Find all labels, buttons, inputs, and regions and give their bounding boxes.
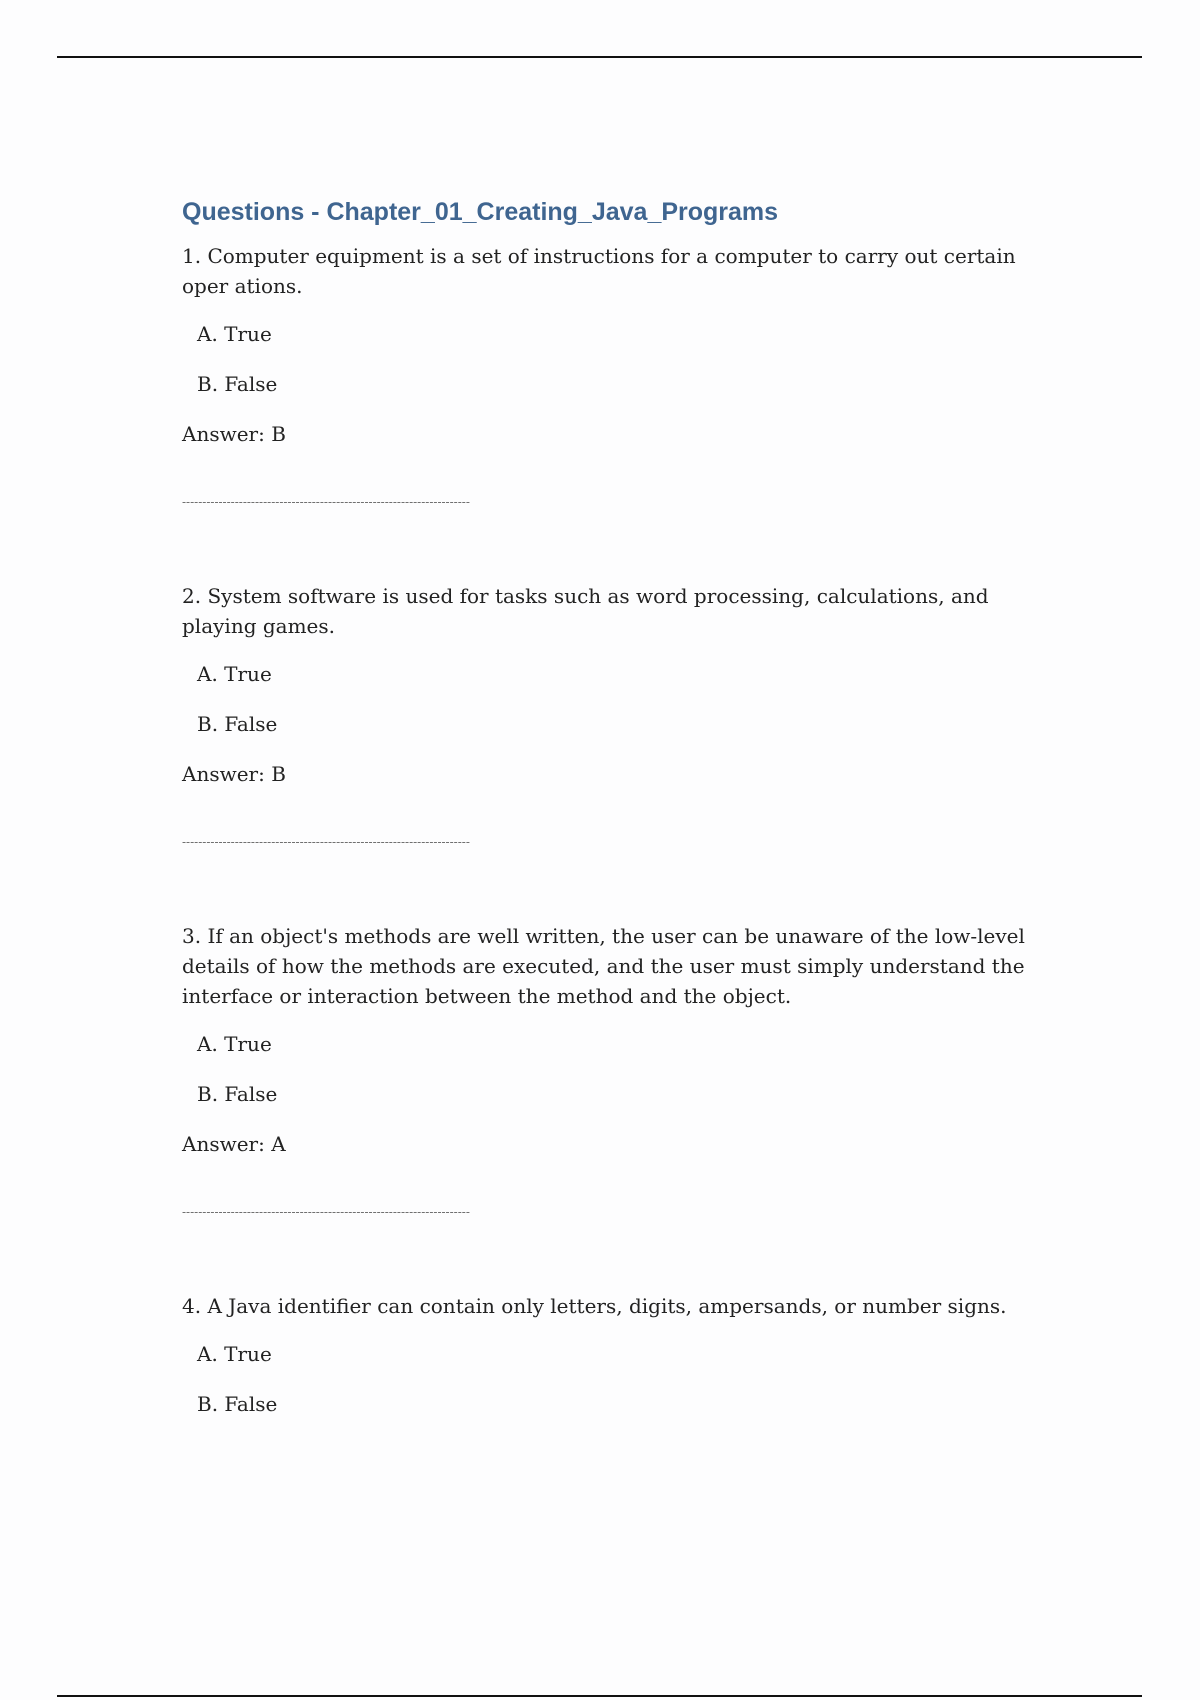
- option-a: A. True: [197, 1342, 272, 1366]
- top-rule: [57, 56, 1142, 58]
- option-b: B. False: [197, 1392, 278, 1416]
- option-b: B. False: [197, 372, 278, 396]
- separator: -----------------------------------------------------------------------: [182, 1205, 470, 1219]
- option-a: A. True: [197, 1032, 272, 1056]
- question-1: [182, 241, 1062, 509]
- answer: Answer: B: [182, 422, 286, 446]
- page-title: Questions - Chapter_01_Creating_Java_Programs: [182, 198, 779, 226]
- question-text: 2. System software is used for tasks such as word processing, calculations, and playing games.: [182, 584, 989, 638]
- bottom-rule: [57, 1695, 1142, 1697]
- option-b: B. False: [197, 712, 278, 736]
- question-text: 1. Computer equipment is a set of instructions for a computer to carry out certain oper ations.: [182, 244, 1016, 298]
- question-4: [182, 1291, 1062, 1417]
- question-2: [182, 581, 1062, 849]
- option-a: A. True: [197, 662, 272, 686]
- answer: Answer: B: [182, 762, 286, 786]
- option-a: A. True: [197, 322, 272, 346]
- answer: Answer: A: [182, 1132, 286, 1156]
- question-3: [182, 921, 1062, 1219]
- question-text: 4. A Java identifier can contain only letters, digits, ampersands, or number signs.: [182, 1294, 1007, 1318]
- separator: -----------------------------------------------------------------------: [182, 495, 470, 509]
- document-body: [182, 195, 1062, 1441]
- option-b: B. False: [197, 1082, 278, 1106]
- question-text: 3. If an object's methods are well written, the user can be unaware of the low-level details of how the methods are executed, and the user must simply understand the interface or interaction between the method and the object.: [182, 924, 1025, 1008]
- separator: -----------------------------------------------------------------------: [182, 835, 470, 849]
